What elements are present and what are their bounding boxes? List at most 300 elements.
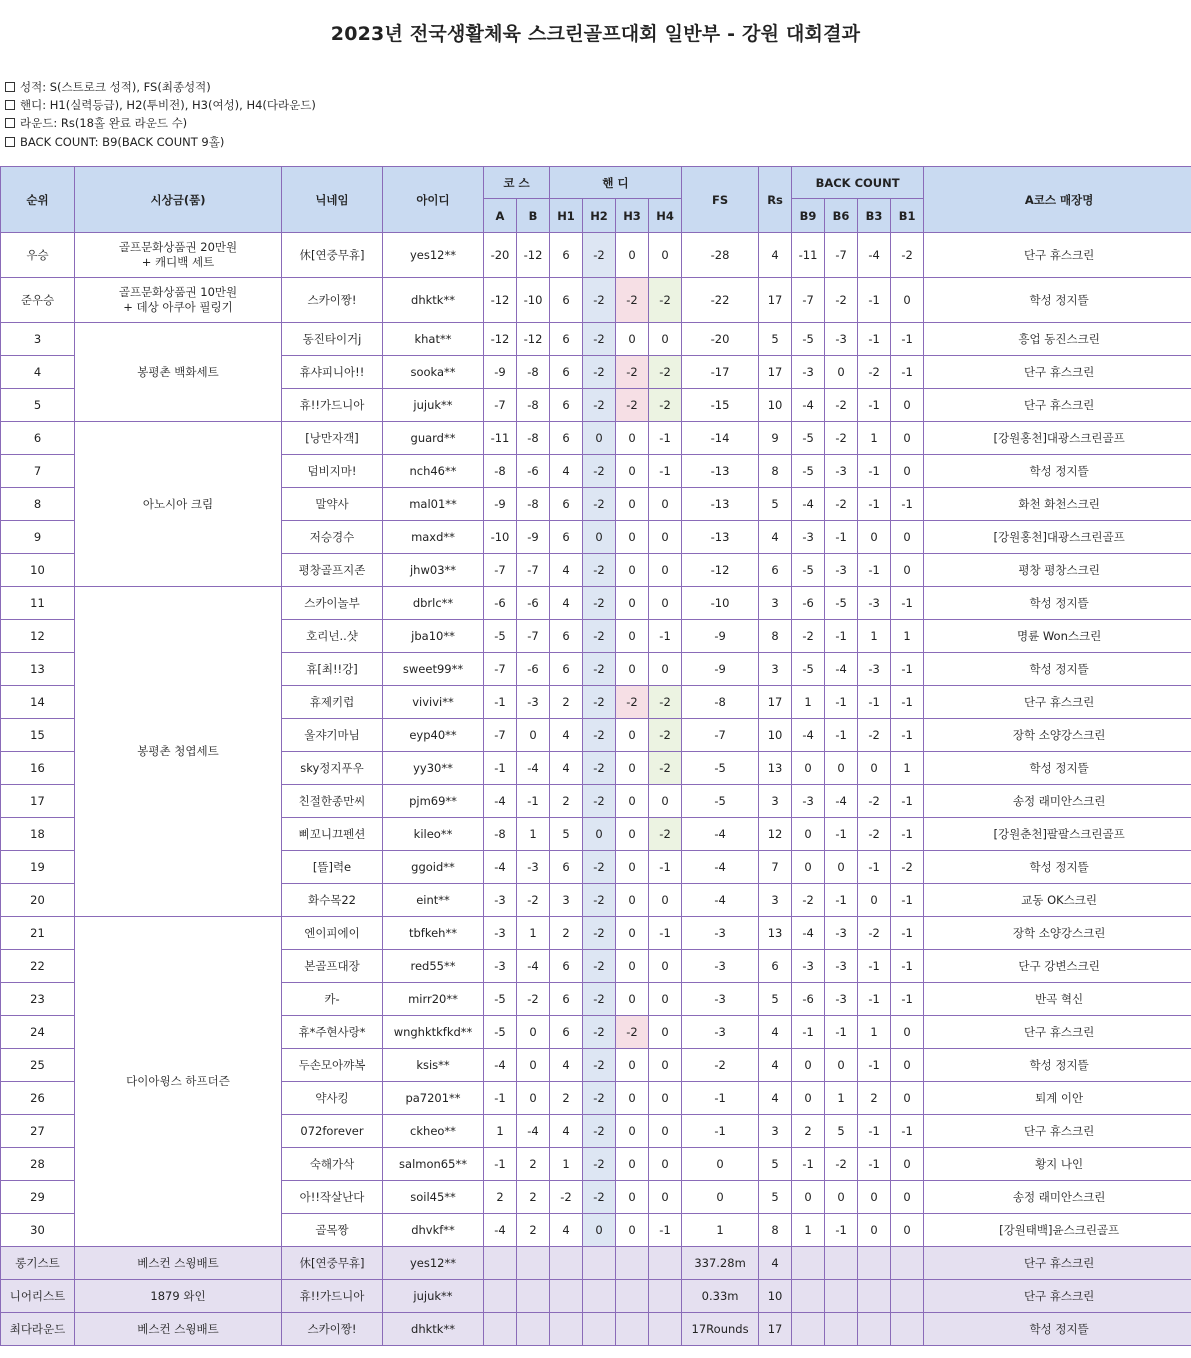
store-cell: 단구 휴스크린 <box>924 233 1191 278</box>
empty-cell <box>792 1313 825 1346</box>
nickname-cell: 본골프대장 <box>282 950 383 983</box>
b9-cell: -6 <box>792 587 825 620</box>
id-cell: pa7201** <box>383 1082 484 1115</box>
rank-cell: 29 <box>1 1181 75 1214</box>
h2-cell: -2 <box>583 1115 616 1148</box>
h3-cell: 0 <box>616 587 649 620</box>
header-course: 코 스 <box>484 167 550 199</box>
rs-cell: 4 <box>759 1247 792 1280</box>
course-b-cell: -3 <box>517 686 550 719</box>
store-cell: 단구 휴스크린 <box>924 389 1191 422</box>
h4-cell: 0 <box>649 1082 682 1115</box>
rs-cell: 17 <box>759 356 792 389</box>
id-cell: eyp40** <box>383 719 484 752</box>
fs-cell: -9 <box>682 653 759 686</box>
h3-cell: 0 <box>616 233 649 278</box>
fs-cell: -1 <box>682 1082 759 1115</box>
empty-cell <box>825 1247 858 1280</box>
rs-cell: 12 <box>759 818 792 851</box>
fs-cell: -10 <box>682 587 759 620</box>
store-cell: 흥업 동진스크린 <box>924 323 1191 356</box>
empty-cell <box>616 1247 649 1280</box>
store-cell: 학성 정지뜰 <box>924 851 1191 884</box>
b1-cell: -1 <box>891 1115 924 1148</box>
rs-cell: 3 <box>759 785 792 818</box>
b3-cell: 0 <box>858 1181 891 1214</box>
store-cell: 학성 정지뜰 <box>924 1313 1191 1346</box>
b6-cell: 5 <box>825 1115 858 1148</box>
b6-cell: -3 <box>825 950 858 983</box>
store-cell: 단구 휴스크린 <box>924 356 1191 389</box>
nickname-cell: 저승경수 <box>282 521 383 554</box>
rank-cell: 28 <box>1 1148 75 1181</box>
b6-cell: -1 <box>825 686 858 719</box>
empty-cell <box>550 1280 583 1313</box>
b6-cell: -3 <box>825 323 858 356</box>
h4-cell: -2 <box>649 818 682 851</box>
h4-cell: 0 <box>649 1115 682 1148</box>
award-name-cell: 롱기스트 <box>1 1247 75 1280</box>
b3-cell: 1 <box>858 1016 891 1049</box>
table-header <box>1 167 1191 233</box>
course-a-cell: -1 <box>484 686 517 719</box>
rank-cell: 15 <box>1 719 75 752</box>
h4-cell: -2 <box>649 752 682 785</box>
id-cell: mal01** <box>383 488 484 521</box>
h3-cell: -2 <box>616 356 649 389</box>
store-cell: [강원홍천]대광스크린골프 <box>924 521 1191 554</box>
course-b-cell: -6 <box>517 587 550 620</box>
b6-cell: -1 <box>825 1016 858 1049</box>
b1-cell: 1 <box>891 620 924 653</box>
store-cell: 단구 휴스크린 <box>924 1016 1191 1049</box>
h1-cell: 4 <box>550 719 583 752</box>
b1-cell: -1 <box>891 686 924 719</box>
b3-cell: -2 <box>858 719 891 752</box>
course-a-cell: -12 <box>484 278 517 323</box>
empty-cell <box>858 1313 891 1346</box>
empty-cell <box>891 1247 924 1280</box>
h2-cell: -2 <box>583 752 616 785</box>
course-a-cell: -12 <box>484 323 517 356</box>
h1-cell: 6 <box>550 1016 583 1049</box>
store-cell: 교동 OK스크린 <box>924 884 1191 917</box>
h4-cell: 0 <box>649 488 682 521</box>
b6-cell: 0 <box>825 1049 858 1082</box>
b6-cell: -2 <box>825 278 858 323</box>
fs-cell: -4 <box>682 818 759 851</box>
rs-cell: 5 <box>759 983 792 1016</box>
course-b-cell: -7 <box>517 620 550 653</box>
b1-cell: -2 <box>891 851 924 884</box>
rs-cell: 3 <box>759 653 792 686</box>
h2-cell: 0 <box>583 818 616 851</box>
course-b-cell: -10 <box>517 278 550 323</box>
prize-cell: 아노시아 크림 <box>75 422 282 587</box>
fs-cell: -1 <box>682 1115 759 1148</box>
id-cell: wnghktkfkd** <box>383 1016 484 1049</box>
store-cell: 단구 휴스크린 <box>924 1280 1191 1313</box>
h3-cell: 0 <box>616 455 649 488</box>
id-cell: dbrlc** <box>383 587 484 620</box>
prize-cell: 베스컨 스윙배트 <box>75 1313 282 1346</box>
special-award-row <box>1 1247 1191 1280</box>
table-row <box>1 422 1191 455</box>
rs-cell: 17 <box>759 686 792 719</box>
empty-cell <box>484 1280 517 1313</box>
fs-cell: -13 <box>682 521 759 554</box>
id-cell: sooka** <box>383 356 484 389</box>
b6-cell: -4 <box>825 785 858 818</box>
rank-cell: 우승 <box>1 233 75 278</box>
rank-cell: 준우승 <box>1 278 75 323</box>
id-cell: nch46** <box>383 455 484 488</box>
nickname-cell: 숙해가삭 <box>282 1148 383 1181</box>
empty-cell <box>616 1280 649 1313</box>
b1-cell: -1 <box>891 785 924 818</box>
rank-cell: 16 <box>1 752 75 785</box>
fs-cell: -15 <box>682 389 759 422</box>
rank-cell: 21 <box>1 917 75 950</box>
h3-cell: 0 <box>616 1115 649 1148</box>
h2-cell: -2 <box>583 488 616 521</box>
h1-cell: 4 <box>550 752 583 785</box>
h3-cell: 0 <box>616 851 649 884</box>
h1-cell: 6 <box>550 422 583 455</box>
header-b9: B9 <box>792 199 825 233</box>
legend-note-score: 성적: S(스트로크 성적), FS(최종성적) <box>5 78 316 96</box>
legend-notes <box>5 78 316 151</box>
b9-cell: -7 <box>792 278 825 323</box>
h2-cell: -2 <box>583 1181 616 1214</box>
header-h4: H4 <box>649 199 682 233</box>
b9-cell: -4 <box>792 719 825 752</box>
header-b: B <box>517 199 550 233</box>
rank-cell: 25 <box>1 1049 75 1082</box>
b6-cell: 0 <box>825 1181 858 1214</box>
rank-cell: 19 <box>1 851 75 884</box>
b3-cell: -1 <box>858 1049 891 1082</box>
h2-cell: -2 <box>583 884 616 917</box>
h4-cell: 0 <box>649 950 682 983</box>
course-b-cell: -4 <box>517 1115 550 1148</box>
h3-cell: 0 <box>616 719 649 752</box>
rank-cell: 14 <box>1 686 75 719</box>
empty-cell <box>858 1280 891 1313</box>
h3-cell: 0 <box>616 1181 649 1214</box>
id-cell: ckheo** <box>383 1115 484 1148</box>
store-cell: 학성 정지뜰 <box>924 1049 1191 1082</box>
checkbox-square-icon <box>5 118 15 128</box>
h4-cell: 0 <box>649 653 682 686</box>
empty-cell <box>583 1280 616 1313</box>
rs-cell: 4 <box>759 1049 792 1082</box>
b6-cell: -3 <box>825 917 858 950</box>
course-a-cell: -8 <box>484 818 517 851</box>
h1-cell: 6 <box>550 653 583 686</box>
course-b-cell: 0 <box>517 1082 550 1115</box>
b1-cell: -1 <box>891 884 924 917</box>
fs-cell: -28 <box>682 233 759 278</box>
course-a-cell: -9 <box>484 356 517 389</box>
id-cell: jujuk** <box>383 389 484 422</box>
h4-cell: -2 <box>649 356 682 389</box>
store-cell: 단구 강변스크린 <box>924 950 1191 983</box>
h2-cell: -2 <box>583 554 616 587</box>
b9-cell: 0 <box>792 752 825 785</box>
h2-cell: -2 <box>583 686 616 719</box>
course-b-cell: -3 <box>517 851 550 884</box>
fs-cell: -8 <box>682 686 759 719</box>
id-cell: dhvkf** <box>383 1214 484 1247</box>
rank-cell: 13 <box>1 653 75 686</box>
h1-cell: 6 <box>550 389 583 422</box>
rank-cell: 4 <box>1 356 75 389</box>
rs-cell: 8 <box>759 620 792 653</box>
h1-cell: 6 <box>550 488 583 521</box>
nickname-cell: 울쟈기마님 <box>282 719 383 752</box>
b6-cell: 0 <box>825 356 858 389</box>
h4-cell: 0 <box>649 983 682 1016</box>
h4-cell: 0 <box>649 1049 682 1082</box>
h1-cell: 6 <box>550 521 583 554</box>
b1-cell: -1 <box>891 983 924 1016</box>
b6-cell: -3 <box>825 983 858 1016</box>
b3-cell: -1 <box>858 983 891 1016</box>
rs-cell: 5 <box>759 1181 792 1214</box>
b6-cell: -2 <box>825 422 858 455</box>
header-a: A <box>484 199 517 233</box>
h1-cell: 2 <box>550 686 583 719</box>
header-h3: H3 <box>616 199 649 233</box>
header-h1: H1 <box>550 199 583 233</box>
h4-cell: 0 <box>649 587 682 620</box>
empty-cell <box>484 1247 517 1280</box>
h1-cell: 4 <box>550 1115 583 1148</box>
course-a-cell: -7 <box>484 653 517 686</box>
b3-cell: -2 <box>858 785 891 818</box>
rank-cell: 8 <box>1 488 75 521</box>
rank-cell: 18 <box>1 818 75 851</box>
fs-cell: -9 <box>682 620 759 653</box>
b1-cell: -2 <box>891 233 924 278</box>
h1-cell: 4 <box>550 455 583 488</box>
course-b-cell: 2 <box>517 1181 550 1214</box>
h4-cell: 0 <box>649 785 682 818</box>
h4-cell: 0 <box>649 521 682 554</box>
h3-cell: 0 <box>616 323 649 356</box>
fs-cell: 0 <box>682 1148 759 1181</box>
fs-cell: -5 <box>682 785 759 818</box>
id-cell: soil45** <box>383 1181 484 1214</box>
b3-cell: -1 <box>858 278 891 323</box>
h4-cell: 0 <box>649 1181 682 1214</box>
h1-cell: 6 <box>550 278 583 323</box>
b1-cell: 0 <box>891 389 924 422</box>
fs-cell: -13 <box>682 488 759 521</box>
b3-cell: 2 <box>858 1082 891 1115</box>
b6-cell: -2 <box>825 1148 858 1181</box>
checkbox-square-icon <box>5 82 15 92</box>
store-cell: [강원춘천]팔팔스크린골프 <box>924 818 1191 851</box>
nickname-cell: 스카이짱! <box>282 278 383 323</box>
rank-cell: 3 <box>1 323 75 356</box>
fs-cell: -3 <box>682 917 759 950</box>
prize-cell: 베스컨 스윙배트 <box>75 1247 282 1280</box>
b3-cell: 0 <box>858 884 891 917</box>
nickname-cell: 休[연중무휴] <box>282 1247 383 1280</box>
nickname-cell: 화수목22 <box>282 884 383 917</box>
prize-cell: 봉평촌 청엽세트 <box>75 587 282 917</box>
b6-cell: 0 <box>825 851 858 884</box>
course-a-cell: -20 <box>484 233 517 278</box>
h3-cell: 0 <box>616 1148 649 1181</box>
h3-cell: 0 <box>616 983 649 1016</box>
nickname-cell: 덤비지마! <box>282 455 383 488</box>
nickname-cell: 호리넌..샷 <box>282 620 383 653</box>
b9-cell: -1 <box>792 1016 825 1049</box>
id-cell: eint** <box>383 884 484 917</box>
checkbox-square-icon <box>5 100 15 110</box>
nickname-cell: 아!!작살난다 <box>282 1181 383 1214</box>
store-cell: 장학 소양강스크린 <box>924 719 1191 752</box>
fs-cell: -4 <box>682 851 759 884</box>
fs-cell: 0 <box>682 1181 759 1214</box>
b6-cell: -3 <box>825 554 858 587</box>
id-cell: mirr20** <box>383 983 484 1016</box>
store-cell: 명륜 Won스크린 <box>924 620 1191 653</box>
course-b-cell: 0 <box>517 719 550 752</box>
empty-cell <box>792 1280 825 1313</box>
h2-cell: 0 <box>583 1214 616 1247</box>
h1-cell: -2 <box>550 1181 583 1214</box>
h4-cell: 0 <box>649 233 682 278</box>
h3-cell: 0 <box>616 785 649 818</box>
b3-cell: -3 <box>858 587 891 620</box>
course-a-cell: -4 <box>484 1214 517 1247</box>
b9-cell: -2 <box>792 884 825 917</box>
store-cell: 단구 휴스크린 <box>924 686 1191 719</box>
h3-cell: 0 <box>616 554 649 587</box>
fs-cell: -5 <box>682 752 759 785</box>
b9-cell: 1 <box>792 1214 825 1247</box>
rank-cell: 12 <box>1 620 75 653</box>
rs-cell: 17 <box>759 278 792 323</box>
h4-cell: -1 <box>649 851 682 884</box>
rs-cell: 13 <box>759 752 792 785</box>
h4-cell: -1 <box>649 917 682 950</box>
fs-cell: -20 <box>682 323 759 356</box>
empty-cell <box>550 1247 583 1280</box>
h2-cell: -2 <box>583 356 616 389</box>
b6-cell: -5 <box>825 587 858 620</box>
fs-cell: -7 <box>682 719 759 752</box>
course-a-cell: -10 <box>484 521 517 554</box>
header-backcount: BACK COUNT <box>792 167 924 199</box>
empty-cell <box>891 1280 924 1313</box>
course-b-cell: -2 <box>517 884 550 917</box>
store-cell: 학성 정지뜰 <box>924 587 1191 620</box>
rank-cell: 23 <box>1 983 75 1016</box>
course-b-cell: -2 <box>517 983 550 1016</box>
rs-cell: 10 <box>759 1280 792 1313</box>
nickname-cell: 休[연중무휴] <box>282 233 383 278</box>
rs-cell: 5 <box>759 1148 792 1181</box>
h2-cell: -2 <box>583 323 616 356</box>
course-b-cell: -12 <box>517 323 550 356</box>
b9-cell: -5 <box>792 653 825 686</box>
header-b6: B6 <box>825 199 858 233</box>
course-a-cell: -5 <box>484 983 517 1016</box>
b6-cell: 0 <box>825 752 858 785</box>
b1-cell: 0 <box>891 455 924 488</box>
rs-cell: 3 <box>759 587 792 620</box>
b1-cell: 0 <box>891 521 924 554</box>
empty-cell <box>583 1313 616 1346</box>
rs-cell: 10 <box>759 719 792 752</box>
rank-cell: 7 <box>1 455 75 488</box>
course-a-cell: -7 <box>484 554 517 587</box>
b1-cell: -1 <box>891 917 924 950</box>
b1-cell: 0 <box>891 1082 924 1115</box>
rs-cell: 4 <box>759 521 792 554</box>
nickname-cell: sky정지푸우 <box>282 752 383 785</box>
h3-cell: 0 <box>616 521 649 554</box>
h1-cell: 5 <box>550 818 583 851</box>
b1-cell: 0 <box>891 278 924 323</box>
empty-cell <box>484 1313 517 1346</box>
fs-cell: -3 <box>682 950 759 983</box>
b3-cell: 0 <box>858 521 891 554</box>
prize-cell: 골프문화상품권 10만원 + 데상 아쿠아 필링기 <box>75 278 282 323</box>
course-b-cell: -4 <box>517 752 550 785</box>
b1-cell: -1 <box>891 950 924 983</box>
course-b-cell: -6 <box>517 653 550 686</box>
nickname-cell: 골목짱 <box>282 1214 383 1247</box>
rs-cell: 8 <box>759 455 792 488</box>
table-row <box>1 587 1191 620</box>
h2-cell: 0 <box>583 521 616 554</box>
header-rs: Rs <box>759 167 792 233</box>
h2-cell: -2 <box>583 389 616 422</box>
h2-cell: -2 <box>583 917 616 950</box>
course-b-cell: -8 <box>517 488 550 521</box>
h3-cell: 0 <box>616 1214 649 1247</box>
h1-cell: 6 <box>550 620 583 653</box>
store-cell: 학성 정지뜰 <box>924 278 1191 323</box>
id-cell: khat** <box>383 323 484 356</box>
store-cell: 황지 나인 <box>924 1148 1191 1181</box>
id-cell: sweet99** <box>383 653 484 686</box>
b6-cell: -1 <box>825 884 858 917</box>
b9-cell: -1 <box>792 1148 825 1181</box>
header-b1: B1 <box>891 199 924 233</box>
nickname-cell: 동진타이거j <box>282 323 383 356</box>
nickname-cell: 휴샤피니아!! <box>282 356 383 389</box>
id-cell: kileo** <box>383 818 484 851</box>
b9-cell: 0 <box>792 851 825 884</box>
b1-cell: 0 <box>891 1148 924 1181</box>
nickname-cell: 휴*주현사랑* <box>282 1016 383 1049</box>
h3-cell: 0 <box>616 752 649 785</box>
b3-cell: -1 <box>858 554 891 587</box>
h3-cell: 0 <box>616 620 649 653</box>
b9-cell: 2 <box>792 1115 825 1148</box>
store-cell: 학성 정지뜰 <box>924 455 1191 488</box>
h3-cell: -2 <box>616 389 649 422</box>
rank-cell: 30 <box>1 1214 75 1247</box>
store-cell: 학성 정지뜰 <box>924 752 1191 785</box>
